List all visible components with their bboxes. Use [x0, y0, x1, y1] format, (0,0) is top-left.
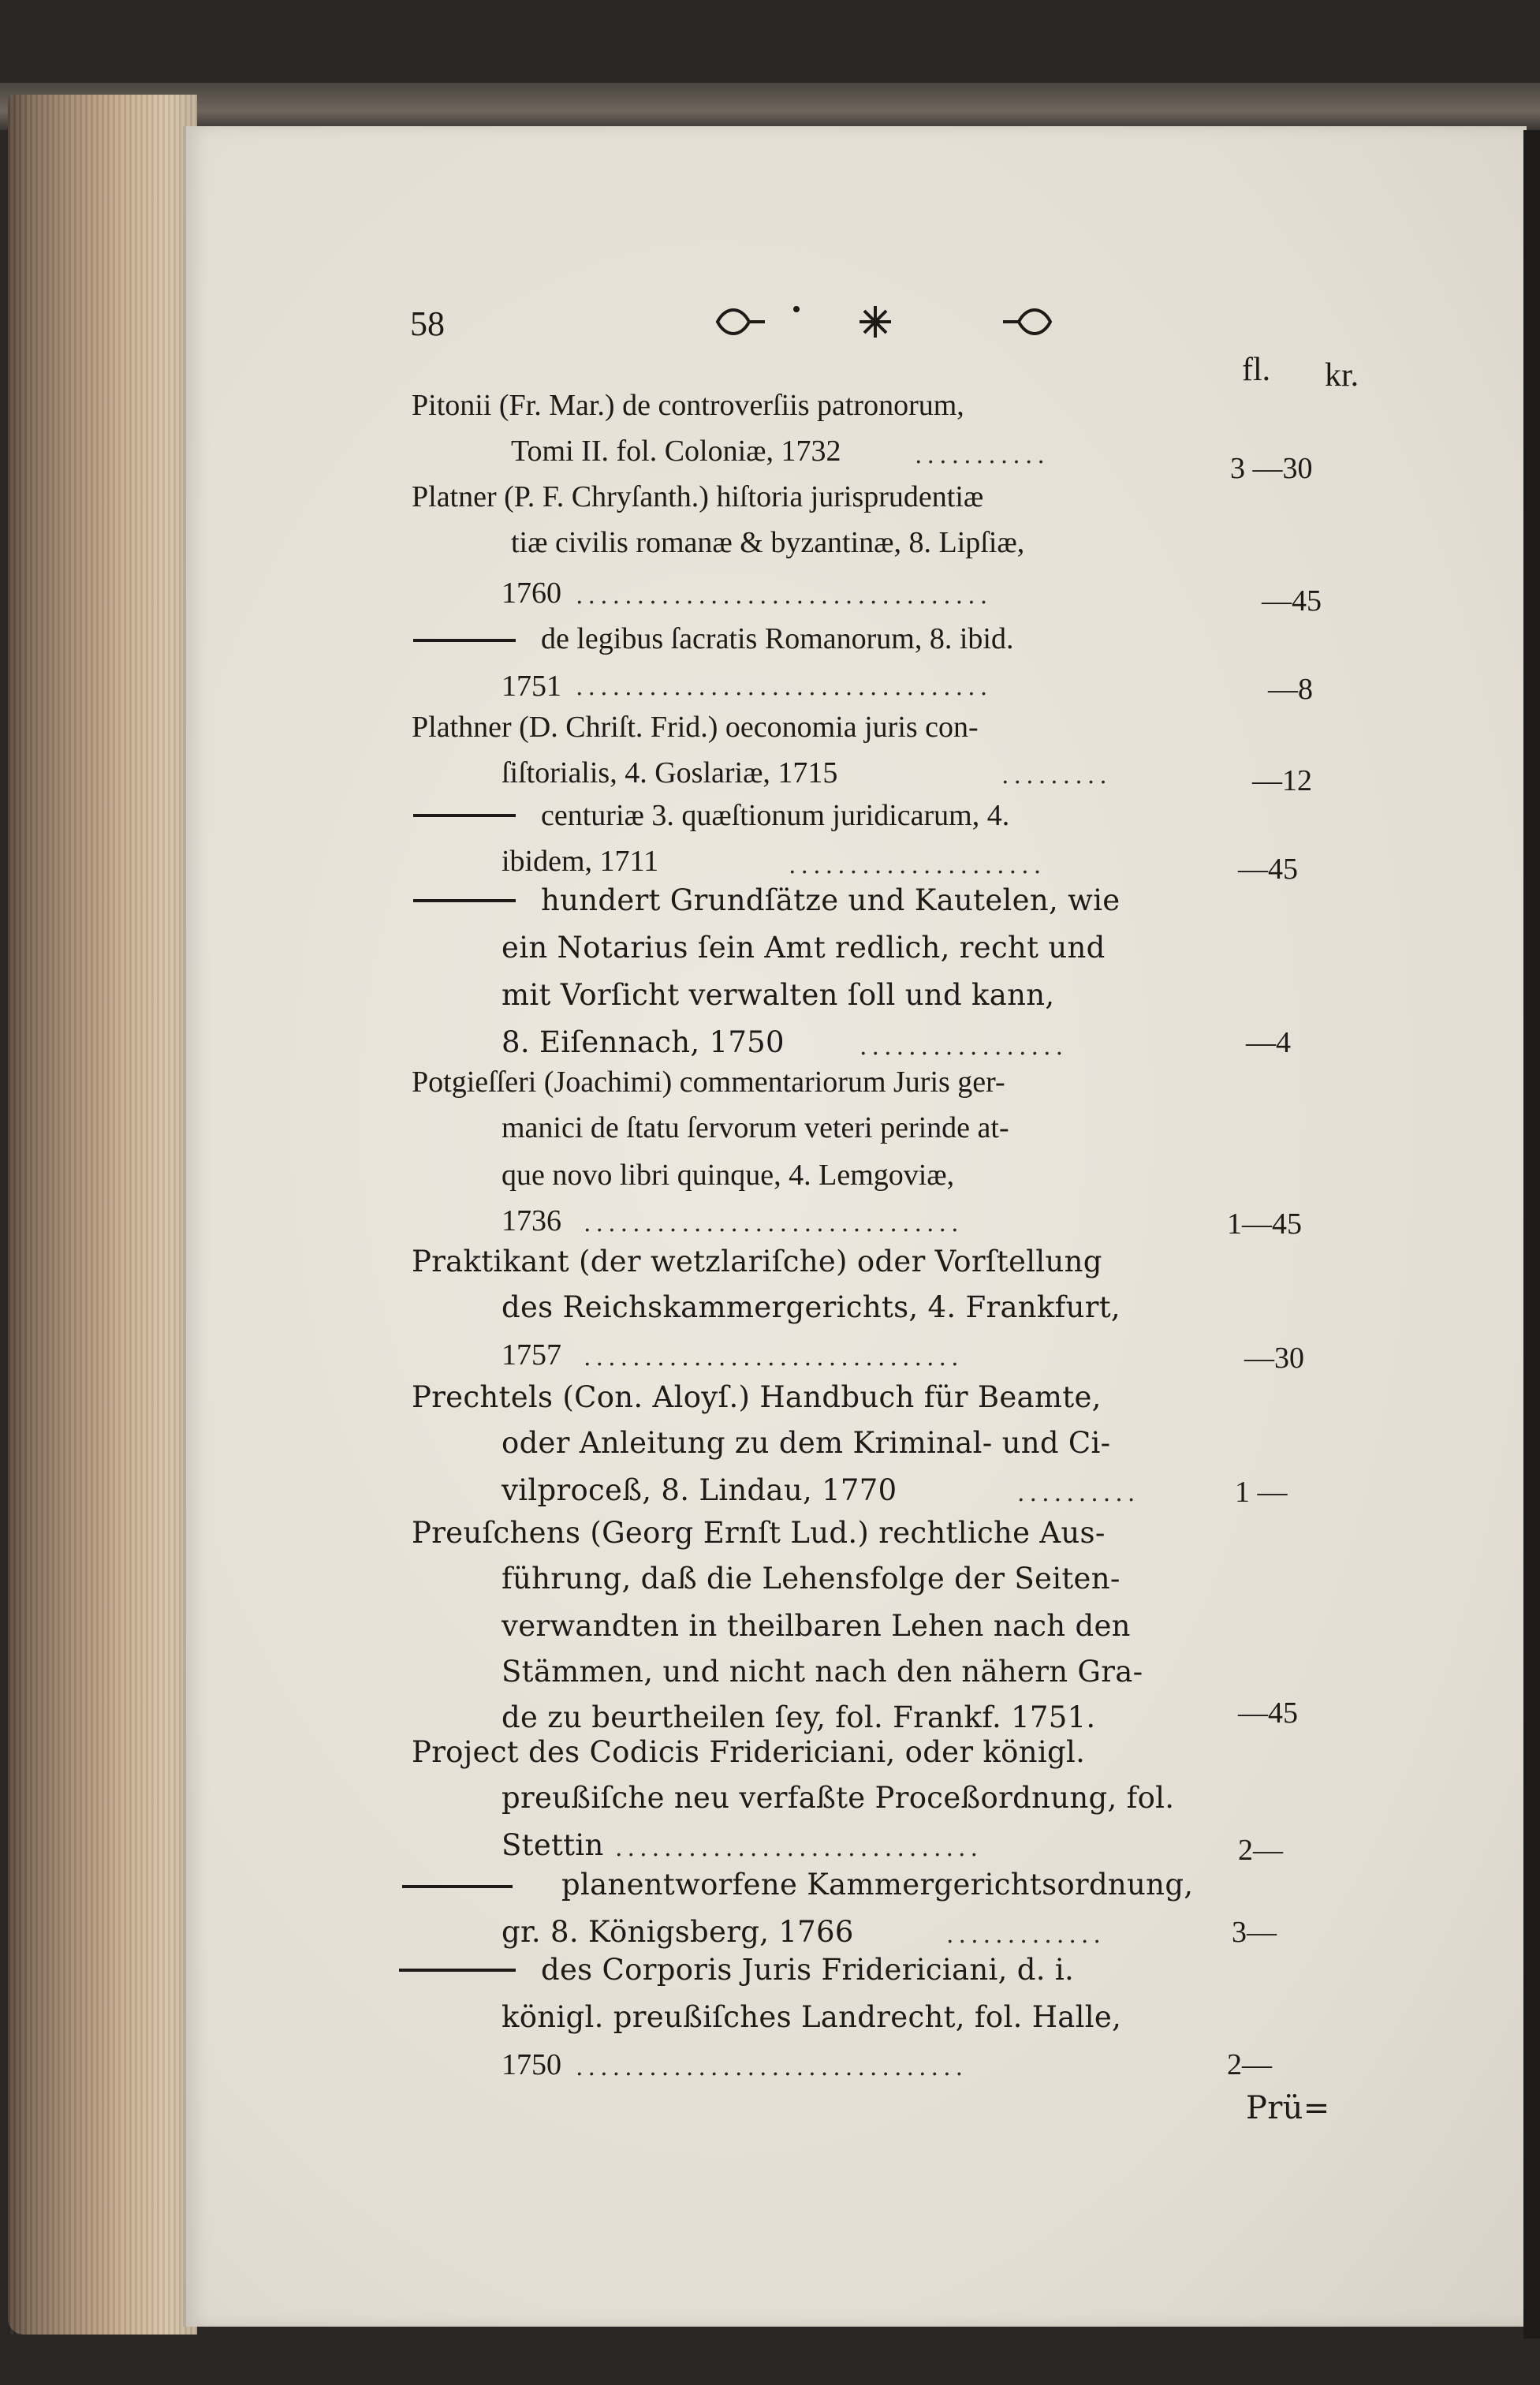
entry-line: Prechtels (Con. Aloyſ.) Handbuch für Beamte,	[412, 1380, 1102, 1414]
dot-leader: ..............................	[615, 1834, 983, 1862]
entry-line: königl. preußiſches Landrecht, fol. Halle,	[502, 2000, 1122, 2034]
entry-line: 1751	[502, 670, 561, 703]
dot-leader: ................................	[576, 2054, 968, 2081]
entry-line: 1750	[502, 2048, 561, 2081]
entry-line: des Corporis Juris Fridericiani, d. i.	[541, 1953, 1075, 1987]
entry-line: 1760	[502, 577, 561, 610]
entry-price: —8	[1268, 673, 1313, 706]
entry-price: 3—	[1232, 1916, 1277, 1949]
entry-line: planentworfene Kammergerichtsordnung,	[561, 1868, 1194, 1902]
entry-line: ſiſtorialis, 4. Goslariæ, 1715	[502, 756, 838, 789]
entry-line: que novo libri quinque, 4. Lemgoviæ,	[502, 1159, 955, 1192]
entry-price: —45	[1262, 584, 1322, 618]
entry-price: —30	[1244, 1342, 1304, 1375]
book-page-edges	[8, 95, 197, 2335]
entry-price: 1—45	[1227, 1207, 1302, 1241]
entry-line: Preuſchens (Georg Ernſt Lud.) rechtliche Aus-	[412, 1516, 1106, 1550]
entry-line: Stämmen, und nicht nach den nähern Gra-	[502, 1655, 1143, 1689]
entry-line: ein Notarius ſein Amt redlich, recht und	[502, 931, 1106, 965]
ditto-dash	[413, 639, 516, 642]
entry-price: 2—	[1227, 2048, 1272, 2081]
ditto-dash	[399, 1969, 516, 1972]
book-cover-edge	[0, 83, 1540, 130]
dot-leader: ...............................	[584, 1344, 964, 1372]
dot-leader: ...............................	[584, 1210, 964, 1237]
entry-line: 8. Eiſennach, 1750	[502, 1025, 785, 1059]
entry-line: 1736	[502, 1204, 561, 1237]
entry-price: 3 —30	[1230, 452, 1313, 485]
dot-leader: ..................................	[576, 582, 993, 610]
entry-line: ibidem, 1711	[502, 845, 659, 878]
entry-line: hundert Grundſätze und Kautelen, wie	[541, 883, 1121, 917]
ditto-dash	[402, 1885, 513, 1888]
entry-line: centuriæ 3. quæſtionum juridicarum, 4.	[541, 799, 1010, 832]
ditto-dash	[413, 899, 516, 902]
entry-price: —45	[1238, 1696, 1298, 1730]
entry-line: Stettin	[502, 1828, 604, 1862]
entry-line: 1757	[502, 1338, 561, 1372]
entry-line: mit Vorſicht verwalten ſoll und kann,	[502, 978, 1055, 1012]
entry-line: manici de ſtatu ſervorum veteri perinde at-	[502, 1111, 1009, 1144]
entry-line: Plathner (D. Chriſt. Frid.) oeconomia juris con-	[412, 711, 979, 744]
entry-line: de zu beurtheilen ſey, fol. Frankf. 1751.	[502, 1700, 1096, 1734]
entry-line: oder Anleitung zu dem Kriminal- und Ci-	[502, 1426, 1111, 1460]
kreuzer-column-header: kr.	[1325, 357, 1359, 394]
dot-leader: .....................	[789, 852, 1046, 879]
entry-line: de legibus ſacratis Romanorum, 8. ibid.	[541, 622, 1014, 655]
entry-price: —45	[1238, 853, 1298, 886]
ditto-dash	[413, 814, 516, 817]
entry-line: tiæ civilis romanæ & byzantinæ, 8. Lipſiæ,	[511, 526, 1025, 559]
entry-price: 1 —	[1235, 1476, 1288, 1509]
entry-line: Project des Codicis Fridericiani, oder königl.	[412, 1735, 1086, 1769]
entry-line: Platner (P. F. Chryſanth.) hiſtoria jurisprudentiæ	[412, 480, 984, 513]
entry-line: Praktikant (der wetzlariſche) oder Vorſtellung	[412, 1245, 1102, 1278]
page-number: 58	[410, 304, 445, 343]
florin-column-header: fl.	[1242, 352, 1271, 388]
entry-line: Tomi II. fol. Coloniæ, 1732	[511, 435, 841, 468]
dot-leader: .................	[859, 1033, 1068, 1061]
entry-line: verwandten in theilbaren Lehen nach den	[502, 1609, 1131, 1643]
entry-line: gr. 8. Königsberg, 1766	[502, 1915, 854, 1949]
header-ornament-icon	[710, 298, 1057, 345]
catchword: Prü=	[1246, 2090, 1330, 2126]
entry-price: 2—	[1238, 1834, 1283, 1867]
entry-line: Potgieſſeri (Joachimi) commentariorum Juris ger-	[412, 1066, 1005, 1099]
background-strip	[1523, 130, 1540, 2338]
dot-leader: ...........	[915, 442, 1050, 469]
dot-leader: .........	[1001, 762, 1112, 789]
entry-line: Pitonii (Fr. Mar.) de controverſiis patronorum,	[412, 389, 964, 422]
entry-line: des Reichskammergerichts, 4. Frankfurt,	[502, 1290, 1121, 1324]
dot-leader: ..................................	[576, 674, 993, 701]
entry-price: —4	[1246, 1026, 1291, 1059]
dot-leader: .............	[946, 1921, 1106, 1949]
entry-price: —12	[1252, 764, 1312, 797]
entry-line: preußiſche neu verfaßte Proceßordnung, fol.	[502, 1781, 1175, 1815]
entry-line: vilproceß, 8. Lindau, 1770	[502, 1473, 897, 1507]
dot-leader: ..........	[1017, 1480, 1140, 1507]
entry-line: führung, daß die Lehensfolge der Seiten-	[502, 1562, 1121, 1596]
